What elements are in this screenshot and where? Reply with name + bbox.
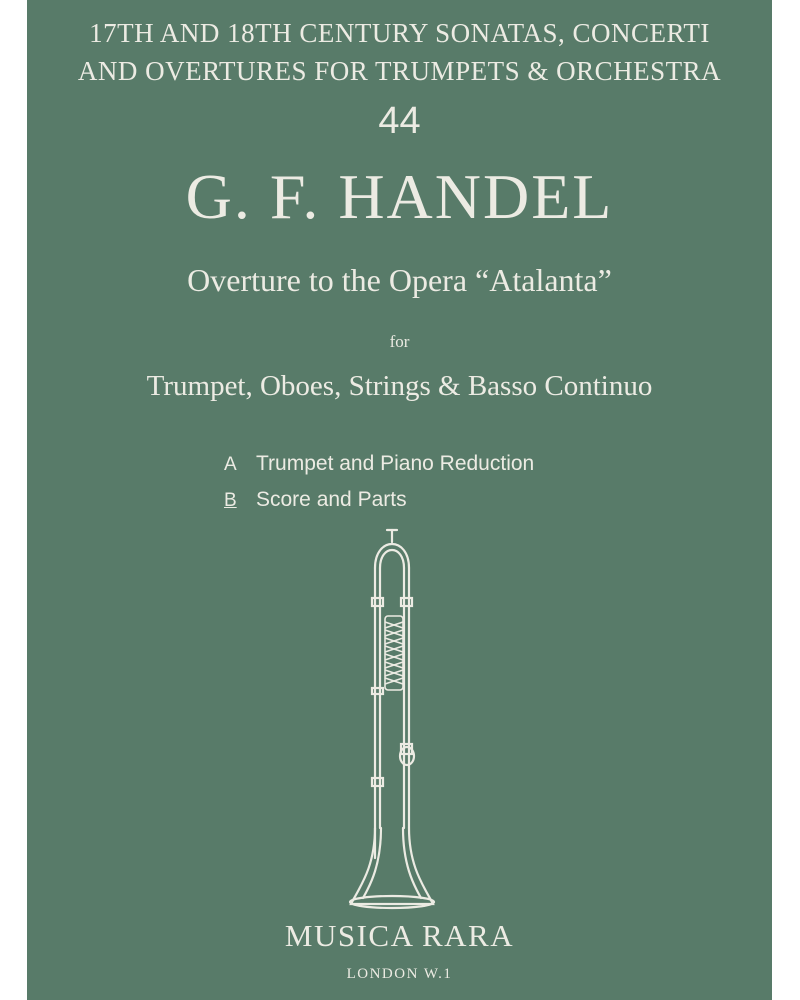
edition-letter: B [224,490,237,511]
natural-trumpet-icon [337,528,447,910]
series-title-line-1: 17TH AND 18TH CENTURY SONATAS, CONCERTI [89,18,710,48]
edition-a [224,452,534,476]
series-title-line-2: AND OVERTURES FOR TRUMPETS & ORCHESTRA [77,56,722,86]
edition-b [224,488,407,512]
edition-label: Trumpet and Piano Reduction [256,452,535,475]
edition-label: Score and Parts [256,488,407,511]
publisher-city: LONDON W.1 [346,966,453,982]
for-label: for [389,332,410,351]
publisher-name: MUSICA RARA [284,918,515,953]
edition-letter: A [224,454,237,475]
work-title: Overture to the Opera “Atalanta” [187,262,612,298]
cover [27,0,772,1000]
series-number: 44 [378,100,421,142]
instrumentation: Trumpet, Oboes, Strings & Basso Continuo [146,370,653,402]
composer-name: G. F. HANDEL [185,161,614,232]
